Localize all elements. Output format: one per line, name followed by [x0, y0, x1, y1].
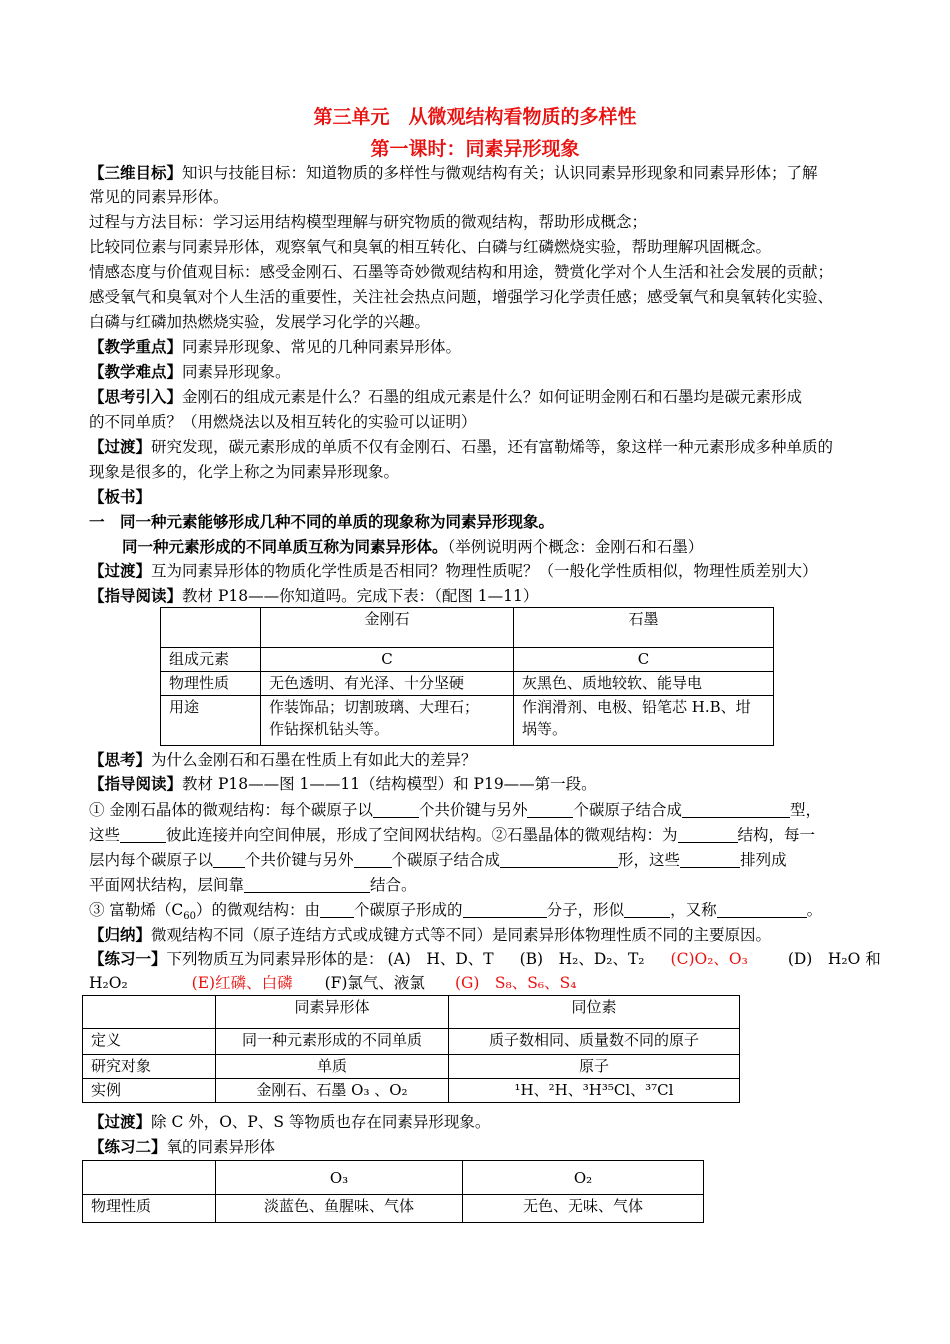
process-line-1: 过程与方法目标：学习运用结构模型理解与研究物质的微观结构，帮助形成概念；	[89, 213, 648, 231]
table-header-cell: O₂	[463, 1161, 704, 1195]
exercise-1-line-2: H₂O₂ (E)红磷、白磷 (F)氯气、液氯 (G) S₈、S₆、S₄	[89, 974, 577, 992]
table-header-cell	[83, 996, 216, 1029]
table-cell: 淡蓝色、鱼腥味、气体	[216, 1195, 463, 1223]
table-cell: 灰黑色、质地较软、能导电	[514, 672, 774, 696]
blank[interactable]	[500, 851, 618, 868]
blank[interactable]	[678, 826, 738, 843]
transition-1-line-2: 现象是很多的，化学上称之为同素异形现象。	[89, 463, 400, 481]
blank[interactable]	[354, 851, 392, 868]
table-cell: 同一种元素形成的不同单质	[216, 1029, 449, 1055]
oxygen-allotrope-table	[82, 1160, 704, 1223]
blank[interactable]	[463, 901, 547, 918]
table-cell: 用途	[161, 696, 261, 746]
allotrope-isotope-table	[82, 995, 740, 1103]
table-header-cell	[83, 1161, 216, 1195]
blank[interactable]	[244, 876, 370, 893]
structure-line-5: ③ 富勒烯$(C_{60})$的微观结构：由 个碳原子形成的 分子，形似 ，又称 。	[89, 901, 823, 923]
table-header-cell: 同位素	[449, 996, 740, 1029]
blank[interactable]	[213, 851, 245, 868]
exercise-2: 【练习二】氧的同素异形体	[89, 1138, 276, 1156]
blank[interactable]	[527, 801, 573, 818]
diamond-graphite-table	[160, 607, 774, 746]
board-tag: 【板书】	[89, 488, 152, 506]
transition-1-line-1: 【过渡】研究发现，碳元素形成的单质不仅有金刚石、石墨，还有富勒烯等，象这样一种元素形成多种单质的	[89, 438, 834, 456]
table-cell: 无色透明、有光泽、十分坚硬	[261, 672, 514, 696]
table-cell: 无色、无味、气体	[463, 1195, 704, 1223]
blank[interactable]	[373, 801, 419, 818]
difficult-points: 【教学难点】同素异形现象。	[89, 363, 291, 381]
lesson-title: 第一课时：同素异形现象	[370, 138, 580, 160]
think-intro-line-1: 【思考引入】金刚石的组成元素是什么？石墨的组成元素是什么？如何证明金刚石和石墨均是碳元素形成	[89, 388, 803, 406]
table-cell: 实例	[83, 1079, 216, 1103]
blank[interactable]	[680, 851, 740, 868]
summary: 【归纳】微观结构不同（原子连结方式或成键方式等不同）是同素异形体物理性质不同的主要原因。	[89, 926, 772, 944]
transition-2: 【过渡】互为同素异形体的物质化学性质是否相同？物理性质呢？（一般化学性质相似，物理性质差别大）	[89, 562, 818, 580]
board-line-2: 同一种元素形成的不同单质互称为同素异形体。（举例说明两个概念：金刚石和石墨）	[122, 538, 704, 556]
table-header-cell: O₃	[216, 1161, 463, 1195]
blank[interactable]	[717, 901, 807, 918]
guided-reading-2: 【指导阅读】教材 P18——图 1——11（结构模型）和 P19——第一段。	[89, 775, 597, 793]
transition-3: 【过渡】除 C 外，O、P、S 等物质也存在同素异形现象。	[89, 1113, 491, 1131]
objectives-line-2: 常见的同素异形体。	[89, 188, 229, 206]
guided-reading-1: 【指导阅读】教材 P18——你知道吗。完成下表：（配图 1—11）	[89, 587, 539, 605]
table-cell: 物理性质	[83, 1195, 216, 1223]
structure-line-2: 这些 彼此连接并向空间伸展，形成了空间网状结构。②石墨晶体的微观结构：为 结构，每一	[89, 826, 816, 844]
exercise-1-line-1: 【练习一】下列物质互为同素异形体的是： (A) H、D、T (B) H₂、D₂、T₂ (C)O₂、O₃ (D) H₂O 和	[89, 950, 881, 968]
table-cell: C	[514, 648, 774, 672]
structure-line-3: 层内每个碳原子以 个共价键与另外 个碳原子结合成 形，这些 排列成	[89, 851, 787, 869]
table-header-cell: 石墨	[514, 608, 774, 648]
blank[interactable]	[624, 901, 670, 918]
table-cell-multiline: 作润滑剂、电极、铅笔芯 H.B、坩 埚等。	[514, 696, 774, 746]
structure-line-1: ① 金刚石晶体的微观结构：每个碳原子以 个共价键与另外 个碳原子结合成 型，	[89, 801, 821, 819]
table-header-cell	[161, 608, 261, 648]
emotion-line-1: 情感态度与价值观目标：感受金刚石、石墨等奇妙微观结构和用途，赞赏化学对个人生活和社会发展的贡献；	[89, 263, 834, 281]
table-cell-multiline: 作装饰品；切割玻璃、大理石； 作钻探机钻头等。	[261, 696, 514, 746]
table-cell: 组成元素	[161, 648, 261, 672]
table-header-cell: 同素异形体	[216, 996, 449, 1029]
process-line-2: 比较同位素与同素异形体，观察氧气和臭氧的相互转化、白磷与红磷燃烧实验，帮助理解巩固概念。	[89, 238, 772, 256]
table-cell: 原子	[449, 1055, 740, 1079]
table-cell: 定义	[83, 1029, 216, 1055]
objectives-line-1: 【三维目标】知识与技能目标：知道物质的多样性与微观结构有关；认识同素异形现象和同素异形体；了解	[89, 164, 818, 182]
key-points: 【教学重点】同素异形现象、常见的几种同素异形体。	[89, 338, 462, 356]
structure-line-4: 平面网状结构，层间靠 结合。	[89, 876, 417, 894]
board-line-1: 一 同一种元素能够形成几种不同的单质的现象称为同素异形现象。	[89, 513, 555, 531]
think-2: 【思考】为什么金刚石和石墨在性质上有如此大的差异？	[89, 751, 477, 769]
table-cell: 质子数相同、质量数不同的原子	[449, 1029, 740, 1055]
emotion-line-3: 白磷与红磷加热燃烧实验，发展学习化学的兴趣。	[89, 313, 431, 331]
blank[interactable]	[320, 901, 354, 918]
emotion-line-2: 感受氧气和臭氧对个人生活的重要性，关注社会热点问题，增强学习化学责任感；感受氧气和臭氧转化实验、	[89, 288, 834, 306]
blank[interactable]	[120, 826, 166, 843]
table-cell: 金刚石、石墨 O₃ 、O₂	[216, 1079, 449, 1103]
table-cell: 物理性质	[161, 672, 261, 696]
table-cell: 研究对象	[83, 1055, 216, 1079]
unit-title: 第三单元 从微观结构看物质的多样性	[313, 106, 637, 128]
blank[interactable]	[682, 801, 790, 818]
table-header-cell: 金刚石	[261, 608, 514, 648]
table-cell: C	[261, 648, 514, 672]
table-cell: 单质	[216, 1055, 449, 1079]
think-intro-line-2: 的不同单质？（用燃烧法以及相互转化的实验可以证明）	[89, 413, 477, 431]
table-cell: ¹H、²H、³H³⁵Cl、³⁷Cl	[449, 1079, 740, 1103]
